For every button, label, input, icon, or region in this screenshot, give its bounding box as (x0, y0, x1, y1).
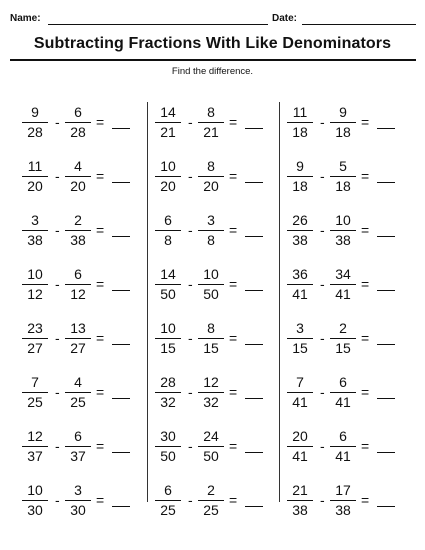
fraction-bar (330, 284, 356, 285)
denominator: 38 (27, 232, 43, 248)
numerator: 4 (74, 158, 82, 174)
answer-blank[interactable] (377, 290, 395, 291)
minus-sign: - (188, 330, 193, 346)
numerator: 10 (27, 482, 43, 498)
subtraction-problem (22, 374, 152, 414)
numerator: 10 (160, 320, 176, 336)
fraction-bar (155, 122, 181, 123)
subtraction-problem (22, 158, 152, 198)
numerator: 11 (27, 158, 43, 174)
denominator: 8 (164, 232, 172, 248)
numerator: 6 (74, 266, 82, 282)
minuend-fraction (155, 104, 181, 141)
numerator: 6 (164, 212, 172, 228)
minuend-fraction (287, 104, 313, 141)
equals-sign: = (96, 330, 105, 346)
minus-sign: - (55, 384, 60, 400)
denominator: 41 (335, 394, 351, 410)
equals-sign: = (229, 492, 238, 508)
subtrahend-fraction (330, 266, 356, 303)
fraction-bar (330, 176, 356, 177)
denominator: 18 (335, 178, 351, 194)
denominator: 41 (292, 448, 308, 464)
fraction-bar (22, 500, 48, 501)
subtraction-problem (22, 266, 152, 306)
numerator: 30 (160, 428, 176, 444)
answer-blank[interactable] (112, 506, 130, 507)
denominator: 37 (27, 448, 43, 464)
equals-sign: = (229, 438, 238, 454)
numerator: 2 (339, 320, 347, 336)
denominator: 30 (27, 502, 43, 518)
subtraction-problem (155, 320, 285, 360)
fraction-bar (287, 122, 313, 123)
subtraction-problem (155, 482, 285, 522)
fraction-bar (198, 122, 224, 123)
answer-blank[interactable] (245, 290, 263, 291)
numerator: 14 (160, 266, 176, 282)
answer-blank[interactable] (112, 128, 130, 129)
subtrahend-fraction (198, 266, 224, 303)
answer-blank[interactable] (245, 344, 263, 345)
subtraction-problem (287, 266, 417, 306)
subtraction-problem (287, 320, 417, 360)
minus-sign: - (320, 114, 325, 130)
denominator: 12 (27, 286, 43, 302)
subtraction-problem (22, 212, 152, 252)
denominator: 50 (160, 448, 176, 464)
fraction-bar (65, 500, 91, 501)
fraction-bar (330, 392, 356, 393)
denominator: 41 (292, 286, 308, 302)
fraction-bar (330, 446, 356, 447)
equals-sign: = (361, 222, 370, 238)
answer-blank[interactable] (245, 398, 263, 399)
fraction-bar (198, 230, 224, 231)
numerator: 3 (74, 482, 82, 498)
subtrahend-fraction (198, 482, 224, 519)
minus-sign: - (55, 492, 60, 508)
fraction-bar (155, 284, 181, 285)
numerator: 36 (292, 266, 308, 282)
numerator: 9 (339, 104, 347, 120)
equals-sign: = (229, 384, 238, 400)
minus-sign: - (55, 222, 60, 238)
numerator: 3 (296, 320, 304, 336)
equals-sign: = (361, 114, 370, 130)
denominator: 15 (203, 340, 219, 356)
subtraction-problem (287, 212, 417, 252)
fraction-bar (22, 446, 48, 447)
fraction-bar (65, 446, 91, 447)
minuend-fraction (155, 428, 181, 465)
answer-blank[interactable] (377, 182, 395, 183)
numerator: 17 (335, 482, 351, 498)
numerator: 10 (160, 158, 176, 174)
subtrahend-fraction (65, 104, 91, 141)
minus-sign: - (320, 330, 325, 346)
numerator: 3 (31, 212, 39, 228)
subtrahend-fraction (198, 212, 224, 249)
fraction-bar (198, 392, 224, 393)
subtrahend-fraction (65, 320, 91, 357)
minuend-fraction (287, 374, 313, 411)
subtraction-problem (155, 158, 285, 198)
minus-sign: - (188, 438, 193, 454)
denominator: 32 (160, 394, 176, 410)
equals-sign: = (229, 168, 238, 184)
fraction-bar (287, 284, 313, 285)
subtrahend-fraction (65, 374, 91, 411)
equals-sign: = (361, 330, 370, 346)
fraction-bar (287, 176, 313, 177)
minus-sign: - (320, 492, 325, 508)
worksheet-instructions: Find the difference. (171, 66, 254, 77)
fraction-bar (287, 338, 313, 339)
answer-blank[interactable] (112, 452, 130, 453)
fraction-bar (287, 500, 313, 501)
minus-sign: - (320, 222, 325, 238)
denominator: 15 (160, 340, 176, 356)
minuend-fraction (155, 266, 181, 303)
subtrahend-fraction (330, 428, 356, 465)
fraction-bar (65, 338, 91, 339)
subtrahend-fraction (330, 212, 356, 249)
numerator: 26 (292, 212, 308, 228)
numerator: 20 (292, 428, 308, 444)
numerator: 7 (296, 374, 304, 390)
fraction-bar (22, 338, 48, 339)
equals-sign: = (229, 114, 238, 130)
answer-blank[interactable] (377, 236, 395, 237)
denominator: 20 (27, 178, 43, 194)
equals-sign: = (96, 114, 105, 130)
denominator: 30 (70, 502, 86, 518)
date-field[interactable] (302, 24, 416, 25)
denominator: 28 (70, 124, 86, 140)
worksheet-title: Subtracting Fractions With Like Denominators (33, 35, 392, 52)
subtraction-problem (155, 266, 285, 306)
minus-sign: - (188, 276, 193, 292)
fraction-bar (330, 122, 356, 123)
minuend-fraction (22, 104, 48, 141)
subtrahend-fraction (198, 104, 224, 141)
numerator: 6 (74, 104, 82, 120)
numerator: 5 (339, 158, 347, 174)
minuend-fraction (155, 482, 181, 519)
answer-blank[interactable] (112, 344, 130, 345)
fraction-bar (155, 446, 181, 447)
fraction-bar (330, 500, 356, 501)
equals-sign: = (96, 168, 105, 184)
fraction-bar (155, 176, 181, 177)
minuend-fraction (155, 158, 181, 195)
numerator: 14 (160, 104, 176, 120)
fraction-bar (65, 122, 91, 123)
numerator: 9 (31, 104, 39, 120)
fraction-bar (65, 392, 91, 393)
denominator: 21 (203, 124, 219, 140)
numerator: 8 (207, 320, 215, 336)
equals-sign: = (361, 438, 370, 454)
minus-sign: - (188, 492, 193, 508)
minuend-fraction (22, 266, 48, 303)
equals-sign: = (96, 492, 105, 508)
minuend-fraction (155, 320, 181, 357)
numerator: 6 (339, 428, 347, 444)
numerator: 3 (207, 212, 215, 228)
subtraction-problem (155, 374, 285, 414)
equals-sign: = (96, 222, 105, 238)
minus-sign: - (188, 384, 193, 400)
fraction-bar (22, 284, 48, 285)
denominator: 38 (335, 502, 351, 518)
denominator: 38 (292, 502, 308, 518)
subtrahend-fraction (198, 320, 224, 357)
subtraction-problem (287, 158, 417, 198)
denominator: 41 (292, 394, 308, 410)
numerator: 21 (292, 482, 308, 498)
equals-sign: = (361, 168, 370, 184)
subtrahend-fraction (330, 482, 356, 519)
numerator: 10 (27, 266, 43, 282)
denominator: 18 (292, 178, 308, 194)
denominator: 15 (292, 340, 308, 356)
numerator: 6 (339, 374, 347, 390)
answer-blank[interactable] (377, 506, 395, 507)
minuend-fraction (287, 158, 313, 195)
subtrahend-fraction (330, 374, 356, 411)
minus-sign: - (55, 276, 60, 292)
fraction-bar (65, 230, 91, 231)
numerator: 7 (31, 374, 39, 390)
subtrahend-fraction (330, 320, 356, 357)
numerator: 34 (335, 266, 351, 282)
denominator: 25 (160, 502, 176, 518)
denominator: 28 (27, 124, 43, 140)
minus-sign: - (320, 384, 325, 400)
numerator: 12 (27, 428, 43, 444)
subtraction-problem (155, 428, 285, 468)
denominator: 12 (70, 286, 86, 302)
answer-blank[interactable] (377, 128, 395, 129)
fraction-bar (155, 500, 181, 501)
denominator: 25 (203, 502, 219, 518)
denominator: 18 (335, 124, 351, 140)
denominator: 32 (203, 394, 219, 410)
fraction-bar (198, 284, 224, 285)
equals-sign: = (229, 330, 238, 346)
minus-sign: - (188, 168, 193, 184)
answer-blank[interactable] (245, 182, 263, 183)
denominator: 50 (160, 286, 176, 302)
minus-sign: - (55, 168, 60, 184)
subtraction-problem (287, 428, 417, 468)
minus-sign: - (320, 168, 325, 184)
fraction-bar (330, 338, 356, 339)
denominator: 50 (203, 448, 219, 464)
equals-sign: = (229, 276, 238, 292)
denominator: 8 (207, 232, 215, 248)
denominator: 41 (335, 448, 351, 464)
subtraction-problem (287, 104, 417, 144)
date-label: Date: (272, 13, 298, 24)
subtraction-problem (22, 482, 152, 522)
numerator: 8 (207, 158, 215, 174)
answer-blank[interactable] (245, 236, 263, 237)
denominator: 37 (70, 448, 86, 464)
subtraction-problem (22, 104, 152, 144)
answer-blank[interactable] (377, 344, 395, 345)
denominator: 50 (203, 286, 219, 302)
equals-sign: = (96, 276, 105, 292)
fraction-bar (198, 338, 224, 339)
minuend-fraction (287, 320, 313, 357)
numerator: 4 (74, 374, 82, 390)
fraction-bar (198, 176, 224, 177)
equals-sign: = (361, 276, 370, 292)
answer-blank[interactable] (112, 398, 130, 399)
equals-sign: = (361, 384, 370, 400)
subtraction-problem (287, 482, 417, 522)
denominator: 25 (27, 394, 43, 410)
denominator: 38 (292, 232, 308, 248)
answer-blank[interactable] (245, 452, 263, 453)
minuend-fraction (22, 374, 48, 411)
denominator: 41 (335, 286, 351, 302)
numerator: 13 (70, 320, 86, 336)
denominator: 20 (203, 178, 219, 194)
subtrahend-fraction (65, 266, 91, 303)
answer-blank[interactable] (245, 128, 263, 129)
numerator: 23 (27, 320, 43, 336)
subtrahend-fraction (65, 212, 91, 249)
numerator: 11 (292, 104, 308, 120)
minuend-fraction (22, 482, 48, 519)
denominator: 21 (160, 124, 176, 140)
subtrahend-fraction (198, 158, 224, 195)
subtrahend-fraction (330, 158, 356, 195)
fraction-bar (287, 230, 313, 231)
fraction-bar (22, 392, 48, 393)
answer-blank[interactable] (245, 506, 263, 507)
minuend-fraction (287, 212, 313, 249)
minus-sign: - (320, 438, 325, 454)
fraction-bar (65, 284, 91, 285)
equals-sign: = (96, 384, 105, 400)
minuend-fraction (22, 320, 48, 357)
fraction-bar (330, 230, 356, 231)
minus-sign: - (55, 114, 60, 130)
name-label: Name: (10, 13, 41, 24)
answer-blank[interactable] (377, 452, 395, 453)
fraction-bar (287, 446, 313, 447)
subtrahend-fraction (198, 428, 224, 465)
numerator: 8 (207, 104, 215, 120)
denominator: 38 (70, 232, 86, 248)
subtrahend-fraction (198, 374, 224, 411)
numerator: 6 (74, 428, 82, 444)
minuend-fraction (22, 212, 48, 249)
numerator: 10 (203, 266, 219, 282)
subtraction-problem (155, 104, 285, 144)
title-divider (10, 59, 416, 61)
denominator: 27 (27, 340, 43, 356)
numerator: 10 (335, 212, 351, 228)
subtraction-problem (287, 374, 417, 414)
fraction-bar (155, 392, 181, 393)
fraction-bar (22, 230, 48, 231)
equals-sign: = (361, 492, 370, 508)
fraction-bar (22, 176, 48, 177)
subtraction-problem (22, 320, 152, 360)
denominator: 27 (70, 340, 86, 356)
name-field[interactable] (48, 24, 268, 25)
denominator: 18 (292, 124, 308, 140)
equals-sign: = (229, 222, 238, 238)
minuend-fraction (287, 482, 313, 519)
header-row (10, 13, 416, 27)
numerator: 2 (207, 482, 215, 498)
subtrahend-fraction (65, 482, 91, 519)
numerator: 9 (296, 158, 304, 174)
answer-blank[interactable] (112, 236, 130, 237)
denominator: 38 (335, 232, 351, 248)
denominator: 15 (335, 340, 351, 356)
subtraction-problem (22, 428, 152, 468)
numerator: 12 (203, 374, 219, 390)
minus-sign: - (320, 276, 325, 292)
minuend-fraction (155, 212, 181, 249)
minus-sign: - (188, 222, 193, 238)
minus-sign: - (55, 438, 60, 454)
numerator: 28 (160, 374, 176, 390)
fraction-bar (155, 230, 181, 231)
minus-sign: - (55, 330, 60, 346)
denominator: 20 (160, 178, 176, 194)
subtrahend-fraction (65, 428, 91, 465)
fraction-bar (65, 176, 91, 177)
answer-blank[interactable] (377, 398, 395, 399)
answer-blank[interactable] (112, 290, 130, 291)
answer-blank[interactable] (112, 182, 130, 183)
numerator: 6 (164, 482, 172, 498)
fraction-bar (287, 392, 313, 393)
fraction-bar (198, 446, 224, 447)
equals-sign: = (96, 438, 105, 454)
subtrahend-fraction (65, 158, 91, 195)
minuend-fraction (155, 374, 181, 411)
minuend-fraction (22, 428, 48, 465)
minuend-fraction (22, 158, 48, 195)
minus-sign: - (188, 114, 193, 130)
denominator: 20 (70, 178, 86, 194)
subtraction-problem (155, 212, 285, 252)
minuend-fraction (287, 428, 313, 465)
fraction-bar (198, 500, 224, 501)
fraction-bar (22, 122, 48, 123)
minuend-fraction (287, 266, 313, 303)
numerator: 2 (74, 212, 82, 228)
subtrahend-fraction (330, 104, 356, 141)
fraction-bar (155, 338, 181, 339)
denominator: 25 (70, 394, 86, 410)
numerator: 24 (203, 428, 219, 444)
